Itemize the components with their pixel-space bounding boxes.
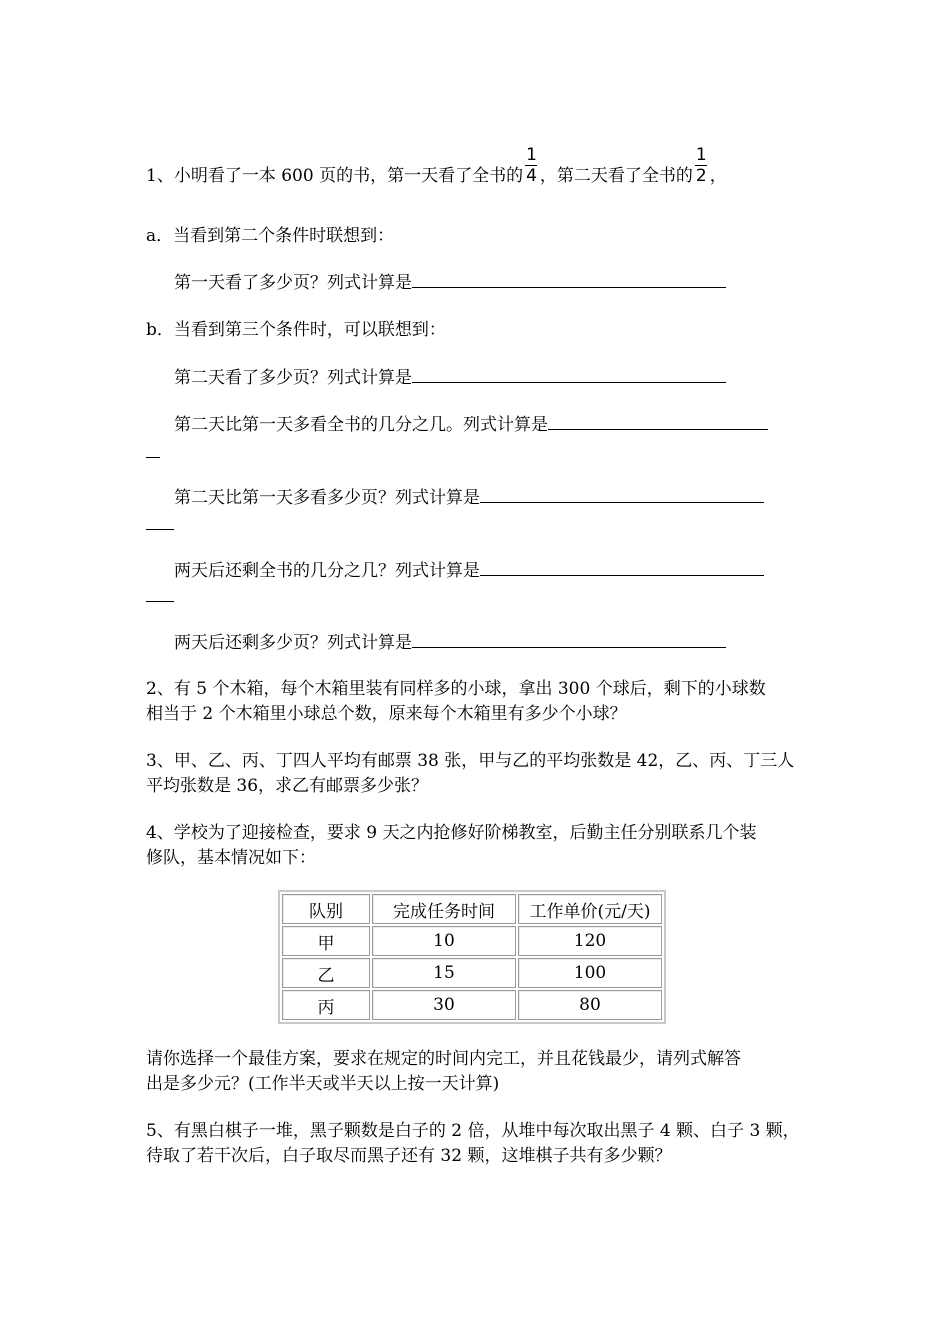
table-cell: 80 [518,990,662,1020]
answer-blank[interactable] [548,413,768,430]
table-cell: 30 [372,990,516,1020]
q1-b2 [174,413,768,436]
answer-blank-continuation[interactable] [146,528,174,530]
q1-b5 [174,631,726,654]
table-cell: 甲 [282,926,370,956]
q1-intro-b: ，第二天看了全书的 [539,166,693,186]
table-row [282,958,662,988]
q1-b4-text: 两天后还剩全书的几分之几？列式计算是 [174,561,480,581]
table-header-row [282,894,662,924]
answer-blank[interactable] [412,271,726,288]
q4-after1: 请你选择一个最佳方案，要求在规定的时间内完工，并且花钱最少，请列式解答 [146,1049,741,1069]
answer-blank[interactable] [412,366,726,383]
q2-line1: 2、有 5 个木箱，每个木箱里装有同样多的小球，拿出 300 个球后，剩下的小球数 [146,679,766,699]
fraction-one-half [695,145,708,186]
q5-line2: 待取了若干次后，白子取尽而黑子还有 32 颗，这堆棋子共有多少颗？ [146,1146,672,1166]
q1-a1 [174,271,726,294]
q1-b2-text: 第二天比第一天多看全书的几分之几。列式计算是 [174,415,548,435]
q1-b1-text: 第二天看了多少页？列式计算是 [174,368,412,388]
q4-after2: 出是多少元？(工作半天或半天以上按一天计算) [146,1074,500,1094]
table-cell: 10 [372,926,516,956]
table-cell: 丙 [282,990,370,1020]
fraction-numerator: 1 [526,145,537,165]
q1-b5-text: 两天后还剩多少页？列式计算是 [174,633,412,653]
q2-line2: 相当于 2 个木箱里小球总个数，原来每个木箱里有多少个小球？ [146,704,627,724]
q1-b1 [174,366,726,389]
table-row [282,990,662,1020]
table-header-cell: 队别 [282,894,370,924]
q3-line1: 3、甲、乙、丙、丁四人平均有邮票 38 张，甲与乙的平均张数是 42，乙、丙、丁三人 [146,751,795,771]
q1-b-label: b．当看到第三个条件时，可以联想到： [146,320,446,340]
q1-intro-a: 1、小明看了一本 600 页的书，第一天看了全书的 [146,166,524,186]
team-table [278,890,666,1024]
answer-blank[interactable] [412,631,726,648]
table-header-cell: 完成任务时间 [372,894,516,924]
q1-intro [146,145,727,197]
q4-line2: 修队，基本情况如下： [146,848,316,868]
q4-line1: 4、学校为了迎接检查，要求 9 天之内抢修好阶梯教室，后勤主任分别联系几个装 [146,823,757,843]
answer-blank-continuation[interactable] [146,600,174,602]
q5-line1: 5、有黑白棋子一堆，黑子颗数是白子的 2 倍，从堆中每次取出黑子 4 颗、白子 3 颗， [146,1121,800,1141]
answer-blank-continuation[interactable] [146,456,160,458]
q3-line2: 平均张数是 36，求乙有邮票多少张？ [146,776,429,796]
table-cell: 100 [518,958,662,988]
q1-b4 [174,559,764,582]
table-header-cell: 工作单价(元/天) [518,894,662,924]
table-cell: 乙 [282,958,370,988]
q1-b3-text: 第二天比第一天多看多少页？列式计算是 [174,488,480,508]
fraction-one-quarter [525,145,538,186]
fraction-denominator: 4 [526,166,537,186]
table-cell: 15 [372,958,516,988]
q1-intro-c: ， [709,166,727,186]
table-row [282,926,662,956]
q1-a-label: a．当看到第二个条件时联想到： [146,226,395,246]
q1-b3 [174,486,764,509]
answer-blank[interactable] [480,559,764,576]
fraction-numerator: 1 [695,145,707,165]
table-cell: 120 [518,926,662,956]
q1-a1-text: 第一天看了多少页？列式计算是 [174,273,412,293]
answer-blank[interactable] [480,486,764,503]
fraction-denominator: 2 [695,166,707,186]
